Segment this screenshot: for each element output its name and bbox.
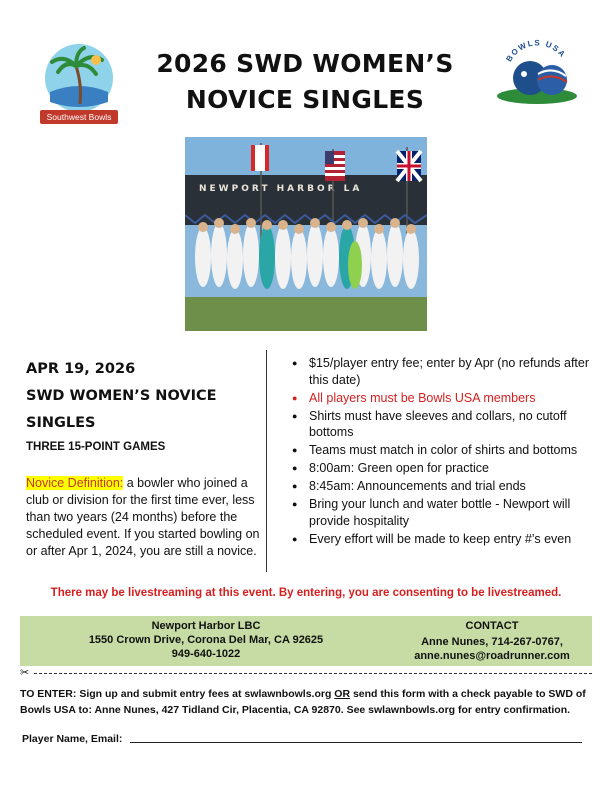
venue-address: 1550 Crown Drive, Corona Del Mar, CA 92625 xyxy=(88,634,324,646)
event-details-list xyxy=(292,355,602,549)
detail-entry-fee: ● $15/player entry fee; enter by Apr (no refunds after this date) xyxy=(292,355,602,388)
entry-text-4: for entry confirmation. xyxy=(455,704,571,716)
logo-right-text: BOWLS USA xyxy=(504,38,568,64)
detail-announcements: ● 8:45am: Announcements and trial ends xyxy=(292,478,602,495)
novice-definition-text: a bowler who joined a club or division for the first time ever, less than two years (24 months) before the scheduled event. If you started bowling on or after Apr 1, 2024, you are still a novice. xyxy=(26,476,260,558)
player-name-input-line[interactable] xyxy=(130,742,582,743)
entry-text-1: Sign up and submit entry fees at swlawnbowls.org xyxy=(76,688,335,700)
event-date: APR 19, 2026 xyxy=(26,361,136,377)
detail-shirts: ● Shirts must have sleeves and collars, no cutoff bottoms xyxy=(292,408,602,441)
event-format: THREE 15-POINT GAMES xyxy=(26,441,166,453)
player-name-label: Player Name, Email: xyxy=(22,733,123,745)
team-photo-illustration xyxy=(185,137,427,331)
contact-heading: CONTACT xyxy=(465,620,519,632)
livestream-notice: There may be livestreaming at this event. By entering, you are consenting to be livestreamed. xyxy=(50,587,562,599)
dashed-line xyxy=(34,673,592,674)
entry-text-2: send this form with a check payable to xyxy=(350,688,549,700)
detail-entry-even: ● Every effort will be made to keep entry #’s even xyxy=(292,531,602,548)
event-name-line-2: SINGLES xyxy=(26,415,96,431)
entry-or: OR xyxy=(334,688,351,700)
event-name-line-1: SWD WOMEN’S NOVICE xyxy=(26,388,217,404)
cut-line xyxy=(20,666,592,680)
venue-phone: 949-640-1022 xyxy=(171,648,241,660)
detail-lunch: ● Bring your lunch and water bottle - Newport will provide hospitality xyxy=(292,496,602,529)
entry-instructions xyxy=(20,686,595,718)
detail-green-open: ● 8:00am: Green open for practice xyxy=(292,460,602,477)
contact-info xyxy=(392,619,592,663)
venue-name: Newport Harbor LBC xyxy=(151,620,261,632)
title-line-2: NOVICE SINGLES xyxy=(185,85,425,114)
banner-text: NEWPORT HARBOR LA xyxy=(199,184,363,194)
entry-label: TO ENTER: xyxy=(20,688,77,700)
event-summary xyxy=(26,356,264,560)
detail-membership: ● All players must be Bowls USA members xyxy=(292,390,602,407)
title-line-1: 2026 SWD WOMEN’S xyxy=(156,49,454,78)
novice-definition xyxy=(26,475,264,560)
bowls-ball-icon xyxy=(494,36,580,108)
entry-payee: SWD of Bowls USA xyxy=(20,688,586,716)
venue-info xyxy=(20,619,392,661)
southwest-bowls-logo xyxy=(36,40,122,126)
palm-tree-icon xyxy=(36,40,122,126)
entry-text-3: to: Anne Nunes, 427 Tidland Cir, Placentia, CA 92870. See xyxy=(75,704,369,716)
svg-text:BOWLS USA xyxy=(504,38,567,63)
page-title xyxy=(150,46,460,118)
novice-definition-label: Novice Definition: xyxy=(26,476,124,490)
contact-email[interactable]: anne.nunes@roadrunner.com xyxy=(414,650,570,662)
scissors-icon: ✂ xyxy=(20,667,30,679)
contact-name-phone: Anne Nunes, 714-267-0767, xyxy=(421,636,563,648)
entry-site[interactable]: swlawnbowls.org xyxy=(368,704,456,716)
column-divider xyxy=(266,350,267,572)
bowls-usa-logo xyxy=(494,36,580,108)
logo-left-text: Southwest Bowls xyxy=(46,112,112,122)
group-photo xyxy=(185,137,427,331)
detail-team-colors: ● Teams must match in color of shirts and bottoms xyxy=(292,442,602,459)
